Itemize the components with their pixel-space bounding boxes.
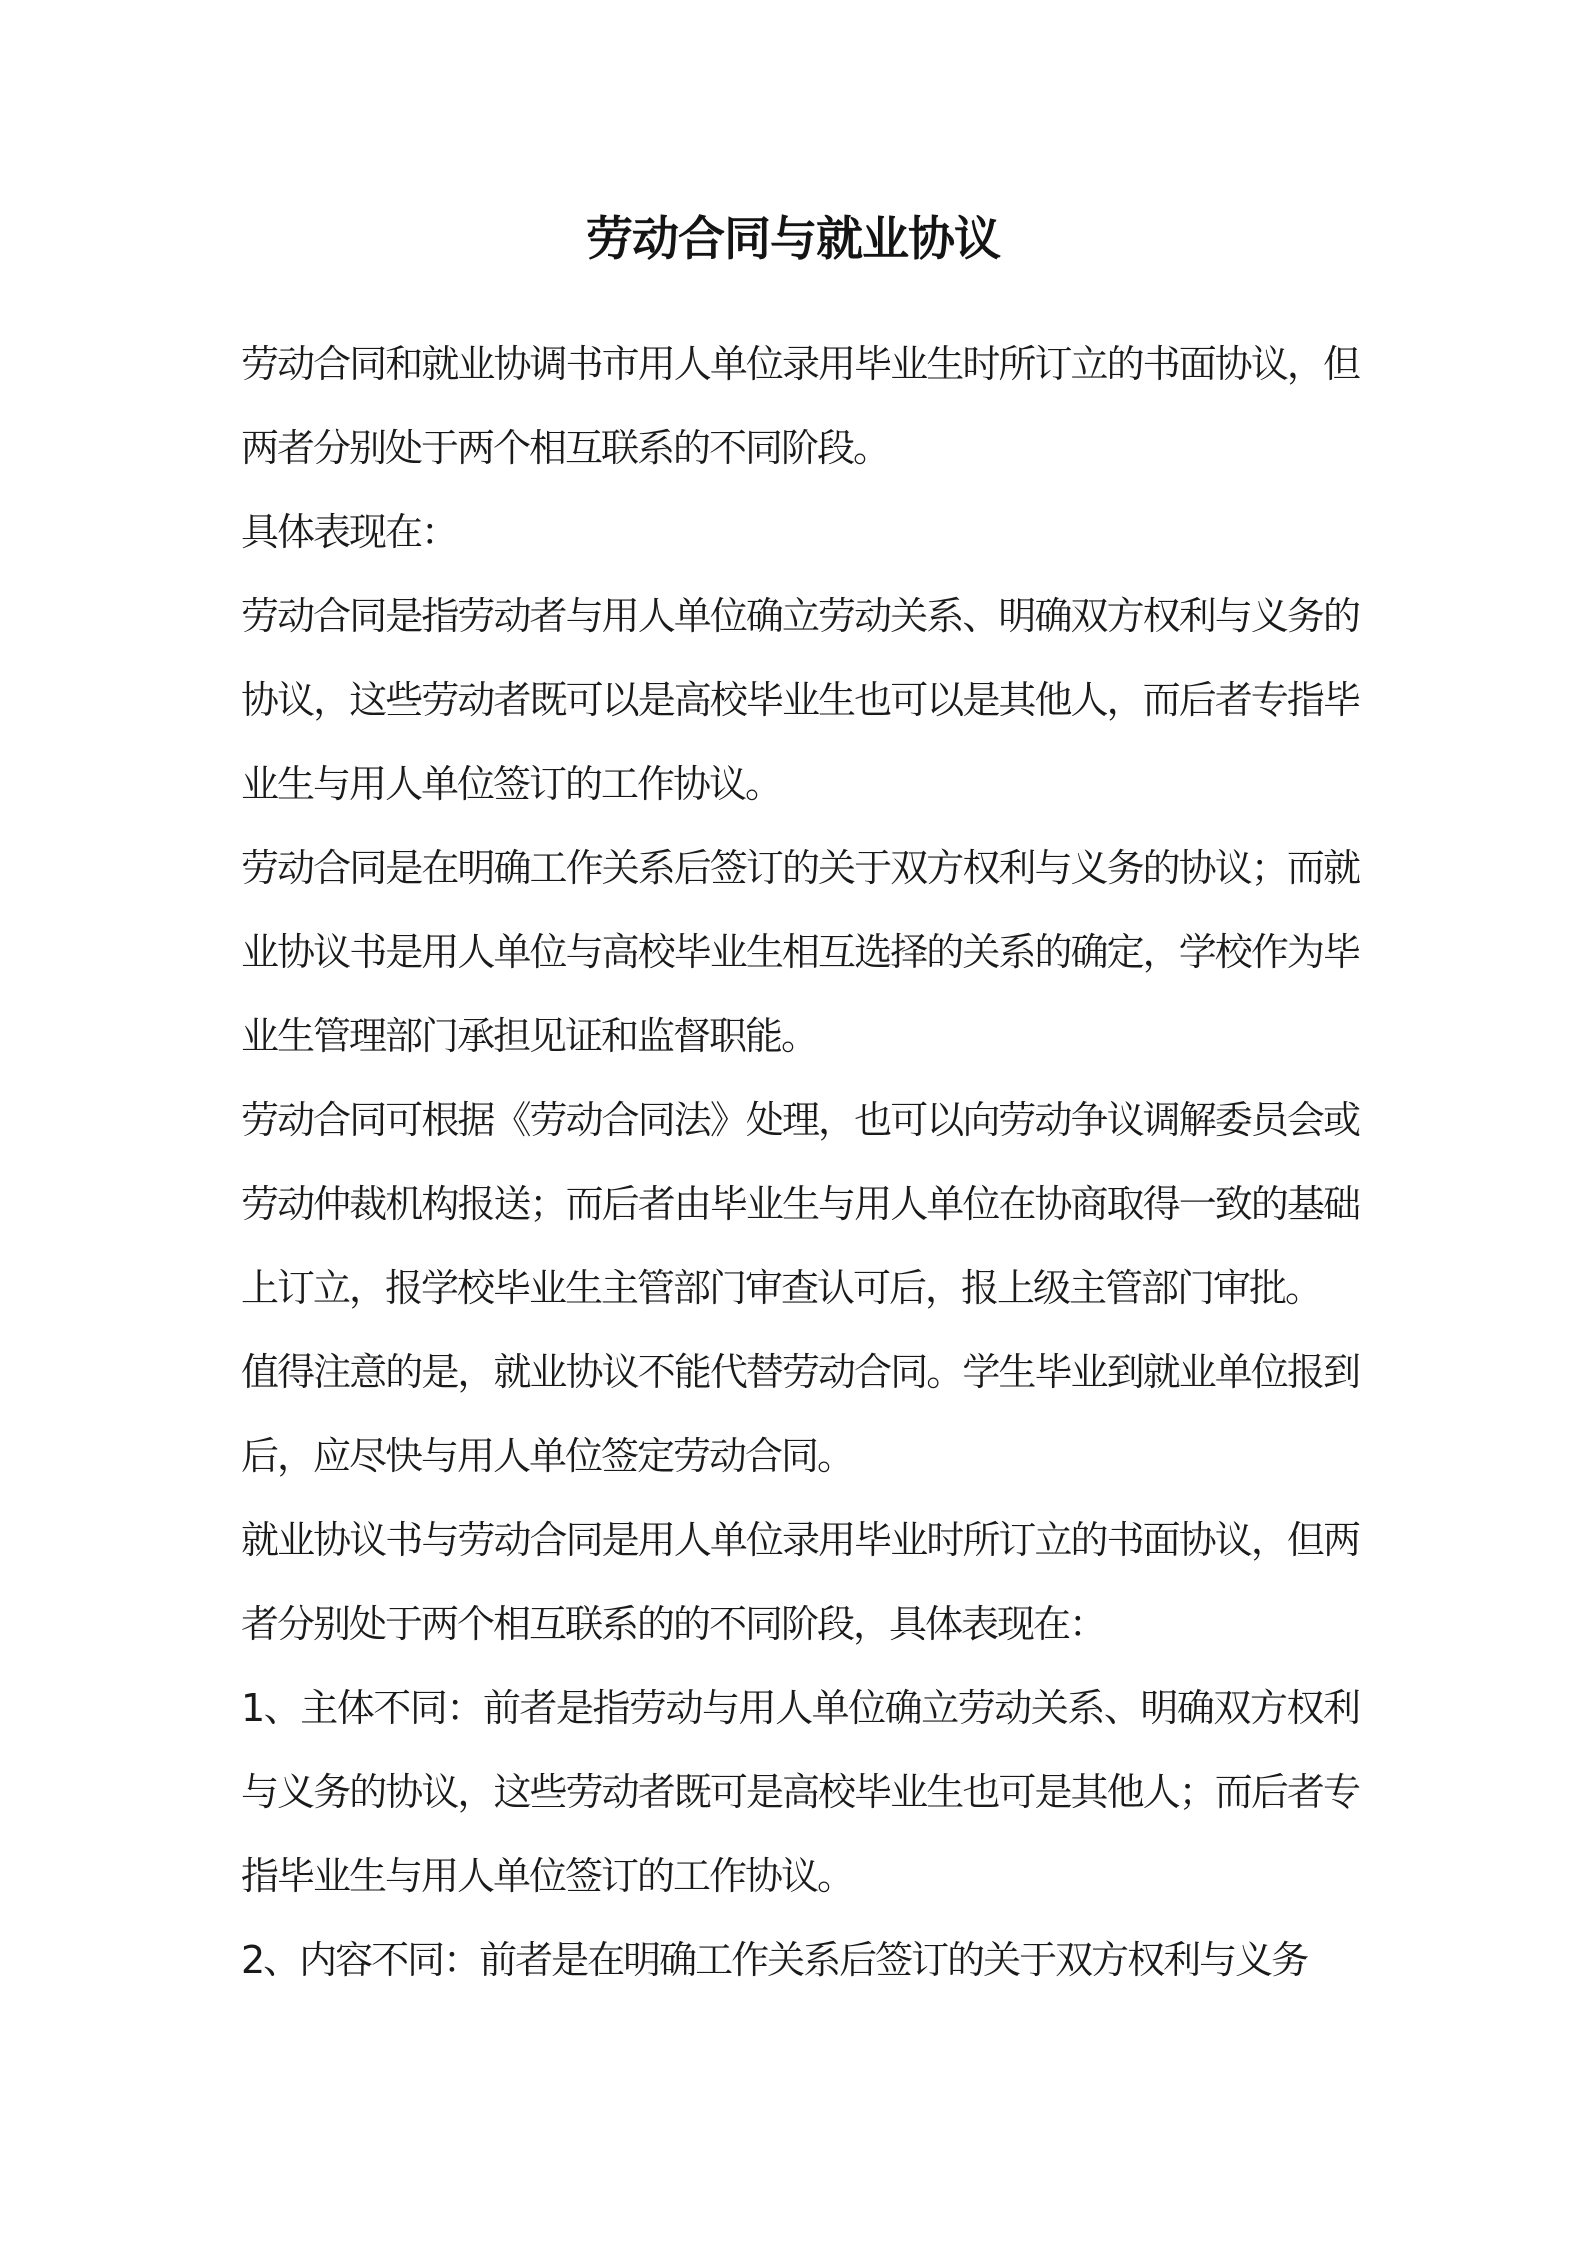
- paragraph-note: 值得注意的是，就业协议不能代替劳动合同。学生毕业到就业单位报到后，应尽快与用人单位签定劳动合同。: [241, 1350, 1359, 1478]
- paragraph-intro: 劳动合同和就业协调书市用人单位录用毕业生时所订立的书面协议，但两者分别处于两个相互联系的不同阶段。: [241, 342, 1359, 470]
- paragraph-timing: 劳动合同是在明确工作关系后签订的关于双方权利与义务的协议；而就业协议书是用人单位与高校毕业生相互选择的关系的确定，学校作为毕业生管理部门承担见证和监督职能。: [241, 846, 1359, 1058]
- paragraph-dispute: 劳动合同可根据《劳动合同法》处理，也可以向劳动争议调解委员会或劳动仲裁机构报送；而后者由毕业生与用人单位在协商取得一致的基础上订立，报学校毕业生主管部门审查认可后，报上级主管部门审批。: [241, 1098, 1359, 1310]
- paragraph-summary: 就业协议书与劳动合同是用人单位录用毕业时所订立的书面协议，但两者分别处于两个相互联系的的不同阶段，具体表现在：: [241, 1518, 1359, 1646]
- document-title: 劳动合同与就业协议: [586, 212, 1000, 267]
- document-body: [241, 322, 1359, 2002]
- list-item-subject: 1、主体不同：前者是指劳动与用人单位确立劳动关系、明确双方权利与义务的协议，这些劳动者既可是高校毕业生也可是其他人；而后者专指毕业生与用人单位签订的工作协议。: [241, 1686, 1359, 1898]
- paragraph-specifics-heading: 具体表现在：: [241, 510, 458, 554]
- list-item-content: 2、内容不同：前者是在明确工作关系后签订的关于双方权利与义务: [241, 1938, 1308, 1982]
- paragraph-definition: 劳动合同是指劳动者与用人单位确立劳动关系、明确双方权利与义务的协议，这些劳动者既可以是高校毕业生也可以是其他人，而后者专指毕业生与用人单位签订的工作协议。: [241, 594, 1359, 806]
